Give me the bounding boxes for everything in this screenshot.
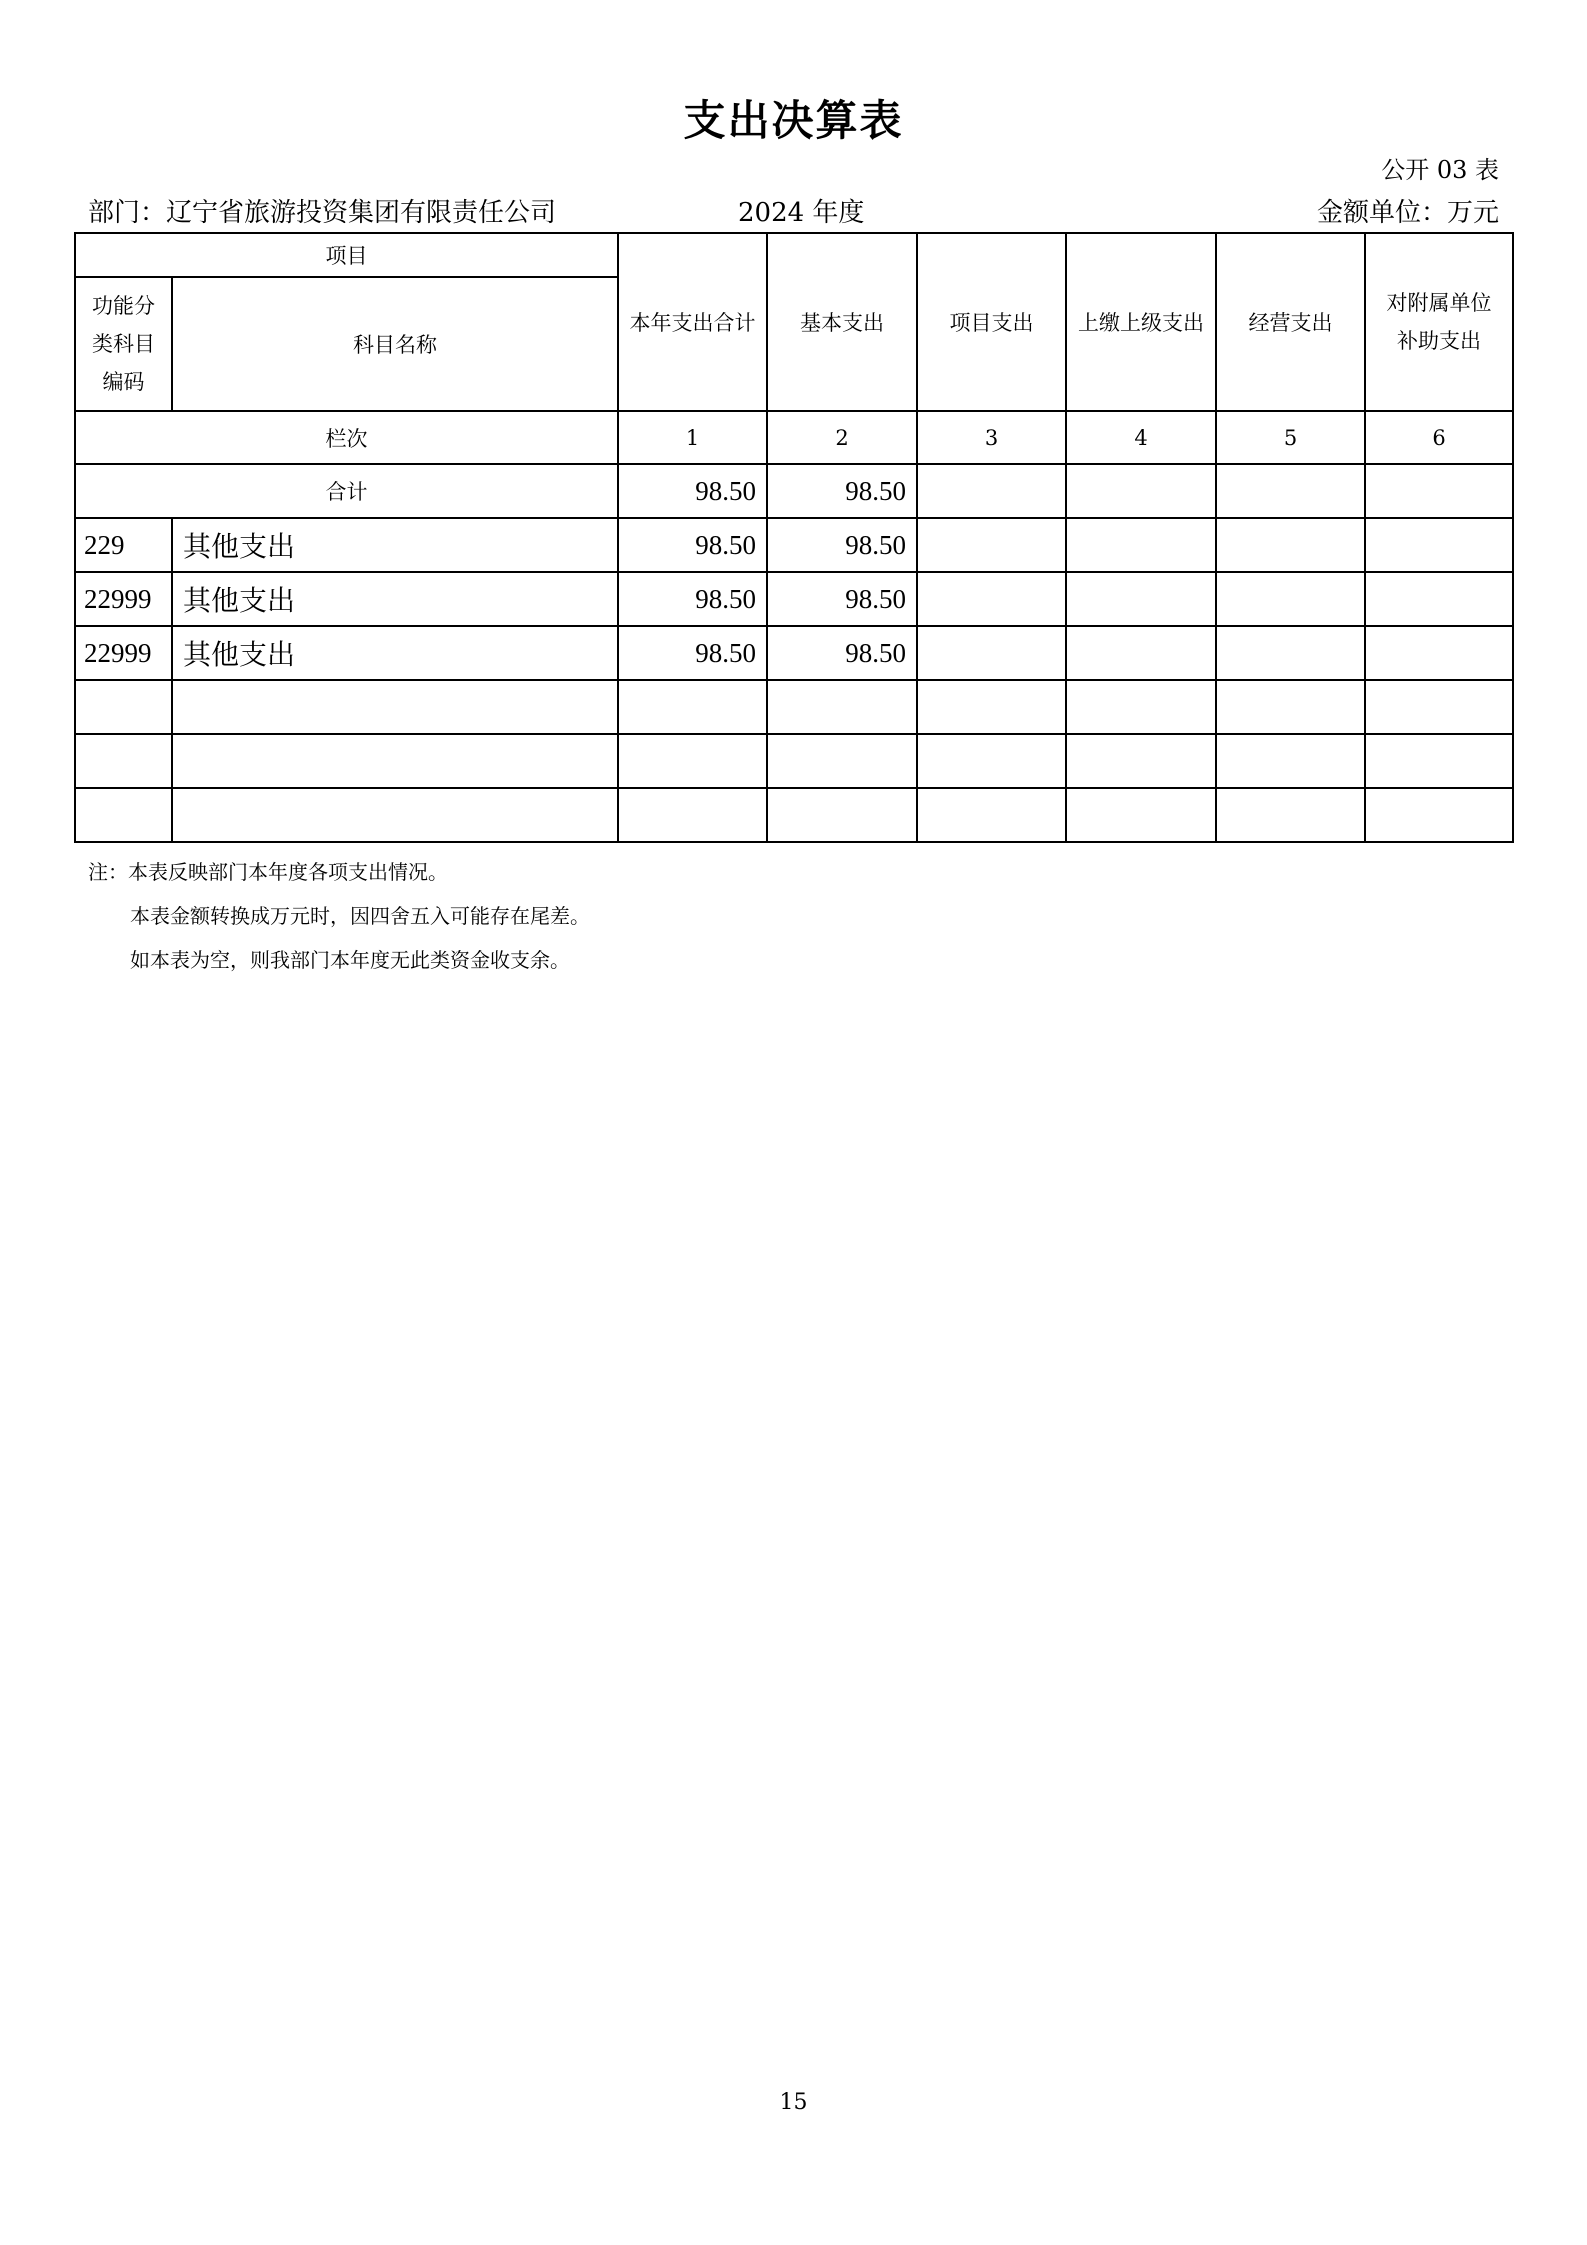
amount-cell: [1216, 734, 1365, 788]
total-value: [1216, 464, 1365, 518]
table-row: [75, 518, 1513, 572]
amount-cell: [1216, 572, 1365, 626]
amount-cell: [1066, 788, 1216, 842]
note-line: 如本表为空，则我部门本年度无此类资金收支余。: [130, 948, 570, 972]
amount-cell: [767, 734, 917, 788]
amount-cell: [917, 734, 1066, 788]
amount-cell: [917, 788, 1066, 842]
total-value: 98.50: [618, 464, 767, 518]
note-line: 注：本表反映部门本年度各项支出情况。: [88, 860, 448, 884]
subject-code: [75, 788, 172, 842]
subject-name: 其他支出: [172, 518, 618, 572]
page-number: 15: [779, 2090, 808, 2115]
col-number: 3: [917, 411, 1066, 464]
amount-cell: [1365, 518, 1513, 572]
col-number: 5: [1216, 411, 1365, 464]
amount-cell: [618, 680, 767, 734]
header-col-project: 项目支出: [917, 233, 1066, 411]
header-col-subsidy: 对附属单位补助支出: [1365, 233, 1513, 411]
amount-cell: 98.50: [618, 572, 767, 626]
row-number-label: 栏次: [75, 411, 618, 464]
subject-code: [75, 734, 172, 788]
amount-cell: [618, 734, 767, 788]
subject-code: 22999: [75, 572, 172, 626]
header-col-basic: 基本支出: [767, 233, 917, 411]
col-number: 1: [618, 411, 767, 464]
subject-name: 其他支出: [172, 626, 618, 680]
amount-cell: [1066, 734, 1216, 788]
header-project: 项目: [75, 233, 618, 277]
amount-cell: [767, 680, 917, 734]
amount-cell: [1216, 788, 1365, 842]
table-code: 公开 03 表: [1381, 156, 1499, 184]
table-row: [75, 572, 1513, 626]
subject-name: [172, 734, 618, 788]
subject-name: [172, 788, 618, 842]
amount-cell: [1365, 572, 1513, 626]
amount-cell: [1365, 680, 1513, 734]
subject-name: 其他支出: [172, 572, 618, 626]
total-value: [917, 464, 1066, 518]
subject-code: 22999: [75, 626, 172, 680]
amount-cell: 98.50: [767, 572, 917, 626]
header-col-total: 本年支出合计: [618, 233, 767, 411]
subject-name: [172, 680, 618, 734]
amount-cell: [917, 572, 1066, 626]
amount-cell: [1216, 626, 1365, 680]
col-number: 4: [1066, 411, 1216, 464]
total-row: [75, 464, 1513, 518]
amount-cell: 98.50: [767, 626, 917, 680]
amount-cell: 98.50: [618, 518, 767, 572]
amount-cell: 98.50: [618, 626, 767, 680]
table-row: [75, 680, 1513, 734]
amount-cell: [1365, 734, 1513, 788]
amount-cell: [917, 518, 1066, 572]
total-value: [1066, 464, 1216, 518]
table-notes: [88, 850, 590, 982]
amount-cell: [767, 788, 917, 842]
subject-code: [75, 680, 172, 734]
amount-unit: 金额单位：万元: [1316, 198, 1499, 228]
header-col-remit: 上缴上级支出: [1066, 233, 1216, 411]
amount-cell: [1216, 680, 1365, 734]
amount-cell: [1066, 680, 1216, 734]
table-row: [75, 626, 1513, 680]
amount-cell: [1365, 626, 1513, 680]
amount-cell: [1066, 518, 1216, 572]
amount-cell: [1216, 518, 1365, 572]
expenditure-table: [74, 232, 1514, 843]
col-number: 2: [767, 411, 917, 464]
amount-cell: [618, 788, 767, 842]
header-subject-name: 科目名称: [172, 277, 618, 411]
col-number: 6: [1365, 411, 1513, 464]
fiscal-year: 2024 年度: [738, 198, 865, 228]
department-label: 部门：辽宁省旅游投资集团有限责任公司: [88, 198, 557, 228]
table-row: [75, 788, 1513, 842]
amount-cell: [1066, 626, 1216, 680]
amount-cell: 98.50: [767, 518, 917, 572]
header-func-code: 功能分类科目编码: [75, 277, 172, 411]
header-col-operating: 经营支出: [1216, 233, 1365, 411]
total-label: 合计: [75, 464, 618, 518]
subject-code: 229: [75, 518, 172, 572]
note-line: 本表金额转换成万元时，因四舍五入可能存在尾差。: [130, 904, 590, 928]
total-value: 98.50: [767, 464, 917, 518]
amount-cell: [917, 626, 1066, 680]
total-value: [1365, 464, 1513, 518]
table-row: [75, 734, 1513, 788]
amount-cell: [917, 680, 1066, 734]
amount-cell: [1365, 788, 1513, 842]
page-title: 支出决算表: [683, 96, 904, 145]
amount-cell: [1066, 572, 1216, 626]
